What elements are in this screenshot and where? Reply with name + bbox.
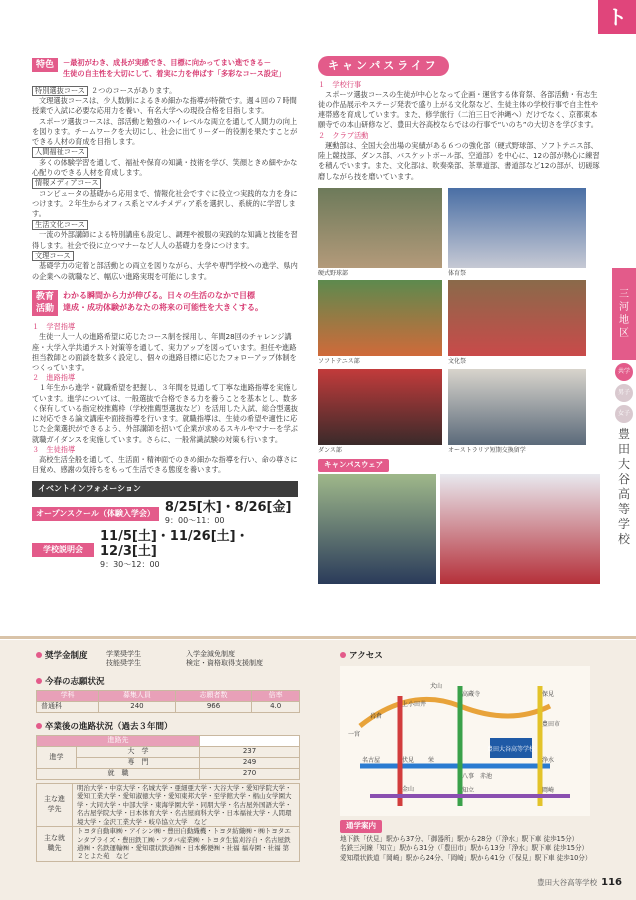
education-label: 教育活動 (32, 290, 58, 316)
uniform-photo-casual (440, 474, 600, 584)
guidance-subtitle: ２ 進路指導 (32, 373, 76, 383)
station-label: 岡崎 (542, 787, 555, 795)
event-badge: 学校説明会 (32, 543, 94, 557)
section-tab: ト (598, 0, 636, 34)
feature-header (32, 58, 298, 80)
column-header: 進路先 (37, 736, 200, 747)
course-text: 基礎学力の定着と部活動との両立を図りながら、大学や専門学校への進学、県内の企業への就職など、幅広い進路実現を可能にします。 (32, 261, 298, 281)
baseball-photo (318, 188, 442, 268)
station-label: 豊田市 (542, 721, 561, 729)
event-time: 9：30～12：00 (100, 560, 160, 570)
commute-guide (340, 835, 602, 864)
route-map (340, 666, 590, 816)
campus-paragraph: 運動部は、全国大会出場の実績がある６つの強化部（硬式野球部、ソフトテニス部、陸上競技部、ダンス部、バスケットボール部、空道部）を中心に、12の部が熱心に練習を積んでいます。また、文化部は、吹奏楽部、茶華道部、書道部など12の部が、切磋琢磨しながら技を磨いています。 (318, 140, 600, 181)
education-line: 達成・成功体験があなたの将来の可能性を大きくする。 (63, 302, 263, 312)
table-row (37, 758, 300, 769)
scholarship-title-text: 奨学金制度 (45, 651, 88, 661)
feature-headline (63, 58, 285, 80)
station-label: 栄 (428, 757, 435, 765)
guidance-subtitle: １ 学習指導 (32, 322, 76, 332)
school-char: 学 (617, 517, 630, 531)
bullet-icon (340, 652, 346, 658)
photo-cell (318, 280, 442, 367)
scholarship-title (36, 650, 106, 662)
region-char: 河 (619, 302, 629, 313)
career-title-text: 卒業後の進路状況（過去３年間） (45, 722, 173, 733)
course-text: 文理選抜コースは、少人数制によるきめ細かな指導が特徴です。週４回の７時間授業で入試に必要な応用力を養い、有名大学への現役合格を目指します。 (32, 96, 297, 116)
guidance-list (32, 322, 298, 475)
event-schedule (94, 530, 298, 570)
table-cell: 大 学 (77, 747, 200, 758)
photo-grid (318, 188, 602, 456)
station-label: 犬山 (430, 683, 443, 691)
table-cell: 240 (99, 702, 176, 713)
table-cell: 主な就職先 (37, 827, 73, 862)
course-list (32, 86, 298, 282)
region-char: 三 (619, 289, 629, 300)
event-date: 11/5[土]・11/26[土]・12/3[土] (100, 529, 249, 559)
station-label: 浄水 (542, 757, 555, 765)
education-line: わかる瞬間から力が伸びる。日々の生活のなかで目標 (63, 290, 255, 300)
event-open-school (32, 501, 298, 527)
school-char: 等 (617, 502, 630, 516)
column-header: 倍率 (252, 691, 300, 702)
station-label: 高蔵寺 (462, 691, 481, 699)
bullet-icon (36, 723, 42, 729)
campus-wear-section (318, 459, 602, 584)
campus-life-title: キャンパスライフ (318, 56, 449, 76)
table-cell: 明治大学・中京大学・名城大学・亜細亜大学・大谷大学・愛知学院大学・愛知工業大学・愛知淑徳大学・愛知東邦大学・至学館大学・椙山女学園大学・大同大学・中部大学・東海学園大学・同朋大学・名古屋外国語大学・名古屋学院大学・日本体育大学・名古屋商科大学・日本福祉大学・人間環境大学・金沢工業大学・岐阜協立大学 など (73, 783, 300, 826)
region-char: 地 (619, 315, 629, 326)
course-name: 文理コース (32, 251, 74, 262)
access-section (340, 650, 602, 863)
course-name: 情報メディアコース (32, 178, 101, 189)
school-char: 高 (617, 487, 630, 501)
photo-caption: オーストラリア短期交換留学 (448, 446, 526, 454)
station-label: 名古屋 (362, 757, 381, 765)
feature-label: 特色 (32, 58, 58, 72)
left-column (32, 58, 298, 570)
table-row (37, 783, 300, 826)
course-text: スポーツ選抜コースは、部活動と勉強のハイレベルな両立を通して人間力の向上を図ります。チームワークを大切にし、社会に出てリーダー的役割を果たすことができる人材の育成を目指します。 (32, 116, 298, 147)
sports-festival-photo (448, 188, 586, 268)
access-title (340, 650, 602, 662)
course-item (32, 251, 298, 262)
right-column (318, 56, 602, 584)
table-cell: 270 (200, 769, 300, 780)
station-label: 八事 (462, 773, 475, 781)
table-row (37, 702, 300, 713)
campus-paragraph: スポーツ選抜コースの生徒が中心となって企画・運営する体育祭、各部活動・有志生徒の作品展示やステージ発表で盛り上がる文化祭など、生徒主体の学校行事で自主性や連帯感を育成しています。また、修学旅行（二泊三日で沖縄へ）だけでなく、京都東本願寺での本山研修など、豊田大谷高校ならではの行事で“いのち”の大切さを学びます。 (318, 89, 599, 130)
course-name: 特別選抜コース (32, 86, 88, 97)
table-cell: 4.0 (252, 702, 300, 713)
applicants-title (36, 676, 302, 688)
access-title-text: アクセス (349, 651, 383, 661)
feature-line: 生徒の自主性を大切にして、着実に力を伸ばす「多彩なコース設定」 (63, 68, 286, 78)
campus-text (318, 80, 602, 182)
uniform-photo-formal (318, 474, 436, 584)
career-title (36, 721, 302, 733)
course-text: 多くの体験学習を通して、福祉や保育の知識・技術を学び、笑顔ときめ細やかな心配りのできる人材を育成します。 (32, 157, 298, 178)
course-name: 生活文化コース (32, 220, 88, 231)
photo-cell (448, 280, 586, 367)
guidance-text: 高校生活全般を通して、生活面・精神面でのきめ細かな指導を行い、命の尊さに目覚め、感謝の気持ちをもって生活できる態度を養います。 (32, 454, 298, 475)
guidance-subtitle: ３ 生徒指導 (32, 444, 76, 454)
guidance-text: 生徒一人一人の進路希望に応じたコース制を採用し、年間28回のチャレンジ講座・大学入学共通テスト対策等を通して、実力アップを図っています。担任や進路担当教師との面談を数多く設定し、個々の進路目標に応じたフォローアップ体制をつくっています。 (32, 332, 297, 373)
photo-cell (448, 369, 586, 456)
station-label: 保見 (542, 691, 555, 699)
table-header-row (37, 736, 300, 747)
table-cell: 249 (200, 758, 300, 769)
destinations-table (36, 783, 300, 862)
station-label: 岩倉 (370, 713, 383, 721)
girls-badge: 女子 (615, 405, 633, 423)
station-label: 知立 (462, 787, 475, 795)
culture-festival-photo (448, 280, 586, 356)
australia-exchange-photo (448, 369, 586, 445)
campus-wear-label: キャンパスウェア (318, 459, 389, 472)
course-text: ２つのコースがあります。 (90, 85, 177, 95)
table-cell: 主な進学先 (37, 783, 73, 826)
campus-subtitle: １ 学校行事 (318, 79, 362, 89)
career-table (36, 735, 300, 780)
section-divider (0, 636, 636, 639)
course-item (32, 220, 298, 231)
education-headline (63, 290, 263, 314)
dance-club-photo (318, 369, 442, 445)
school-char: 校 (617, 532, 630, 546)
column-header: 募集人員 (99, 691, 176, 702)
course-item (32, 147, 298, 158)
column-header: 志願者数 (175, 691, 252, 702)
photo-cell (448, 188, 586, 279)
photo-caption: ソフトテニス部 (318, 358, 360, 366)
info-panel (0, 640, 636, 900)
table-row (37, 747, 300, 758)
station-label: 上小田井 (402, 701, 427, 709)
commute-line: 愛知環状鉄道「岡崎」駅から24分、「岡崎」駅から41分（「保見」駅下車 徒歩10分） (340, 853, 592, 862)
course-item (32, 86, 298, 97)
course-item (32, 178, 298, 189)
footer-school: 豊田大谷高等学校 (537, 877, 598, 887)
table-cell: トヨタ自動車㈱・アイシン㈱・豊田自動織機・トヨタ紡織㈱・㈱トヨタエンタプライズ・豊田鉄工㈱・フタバ産業㈱・トヨタ生協刈谷自・名古屋鉄道㈱・名鉄運輸㈱・愛知環状鉄道㈱・日本郵便㈱・社福 福寿園・社福 第２とよた苑 など (73, 827, 300, 862)
photo-caption: 文化祭 (448, 358, 467, 366)
school-name-vertical (612, 427, 636, 547)
photo-caption: ダンス部 (318, 446, 342, 454)
school-char: 谷 (617, 472, 630, 486)
events-header: イベントインフォメーション (32, 481, 298, 496)
event-schedule (159, 501, 292, 527)
commute-line: 地下鉄「伏見」駅から37分、「御器所」駅から28分（「浄水」駅下車 徒歩15分） (340, 834, 579, 843)
photo-cell (318, 188, 442, 279)
campus-subtitle: ２ クラブ活動 (318, 130, 369, 140)
page-number: 116 (601, 876, 622, 888)
soft-tennis-photo (318, 280, 442, 356)
page-footer (537, 876, 622, 890)
scholarship-items (106, 650, 296, 668)
commute-guide-label: 通学案内 (340, 820, 382, 833)
course-name: 人間福祉コース (32, 147, 88, 158)
station-label: 一宮 (348, 731, 361, 739)
info-left (36, 650, 302, 862)
applicants-title-text: 今春の志願状況 (45, 677, 105, 688)
coed-badge: 共学 (615, 363, 633, 381)
table-cell: 専 門 (77, 758, 200, 769)
table-row (37, 827, 300, 862)
commute-line: 名鉄三河線「知立」駅から31分（「豊田市」駅から13分「浄水」駅下車 徒歩15分） (340, 844, 589, 853)
scholarship-item: 学業奨学生 (106, 650, 141, 658)
scholarship-item: 技能奨学生 (106, 659, 141, 668)
table-cell: 237 (200, 747, 300, 758)
table-cell: 進学 (37, 747, 77, 769)
station-label: 金山 (402, 786, 415, 794)
feature-line: －最初がわき、成長が実感でき、目標に向かってまい進できる－ (63, 58, 271, 67)
course-text: コンピュータの基礎から応用まで、情報化社会ですぐに役立つ実践的な力を身につけます。２年生からオフィス系とマルチメディア系を選択し、系統的に学習します。 (32, 189, 298, 219)
uniform-photos (318, 474, 602, 584)
scholarship-item: 検定・資格取得支援制度 (186, 659, 263, 668)
region-char: 区 (619, 328, 629, 339)
scholarship-section (36, 650, 302, 668)
school-char: 豊 (617, 427, 630, 441)
table-row (37, 769, 300, 780)
event-badge: オープンスクール（体験入学会） (32, 507, 159, 521)
guidance-text: １年生から進学・就職希望を把握し、３年間を見通して丁寧な進路指導を実施しています。進学については、一般選抜で合格できる力を養うことを基本とし、数多く保有している指定校推薦枠（学校推薦型選抜など）を活用した入試、総合型選抜に対応できる論文講座や面接指導を行います。就職指導は、生徒の希望や適性に応じた企業選択ができるよう、外部講師を招いて企業が求めるスキルやマナーを学ぶ就職ガイダンスを実施しています。さらに、一般常識試験の対策も行います。 (32, 383, 298, 444)
table-cell: 966 (175, 702, 252, 713)
station-label: 伏見 (402, 757, 415, 765)
applicants-table (36, 690, 300, 713)
photo-cell (318, 369, 442, 456)
region-label (612, 268, 636, 360)
event-time: 9：00～11：00 (164, 516, 225, 526)
school-marker-label: 豊田大谷高等学校 (486, 746, 536, 754)
bullet-icon (36, 678, 42, 684)
column-header: 学科 (37, 691, 99, 702)
event-date: 8/25[木]・8/26[金] (164, 499, 292, 515)
course-text: 一流の外部講師による特別講座も設定し、調理や被服の実践的な知識と技能を習得します。社会で役に立つマナーなど人人の基礎力を身につけます。 (32, 230, 298, 250)
school-char: 大 (617, 457, 630, 471)
station-label: 赤池 (480, 773, 493, 781)
table-cell: 普通科 (37, 702, 99, 713)
table-cell: 就 職 (37, 769, 200, 780)
photo-caption: 体育祭 (448, 269, 467, 277)
photo-caption: 硬式野球部 (318, 269, 349, 277)
education-header (32, 290, 298, 316)
column-header-blank (200, 736, 300, 747)
boys-badge: 男子 (615, 384, 633, 402)
school-char: 田 (617, 442, 630, 456)
table-header-row (37, 691, 300, 702)
bullet-icon (36, 652, 42, 658)
event-info-session (32, 530, 298, 570)
scholarship-item: 入学金減免制度 (186, 650, 235, 658)
sidebar-banner (612, 268, 636, 547)
